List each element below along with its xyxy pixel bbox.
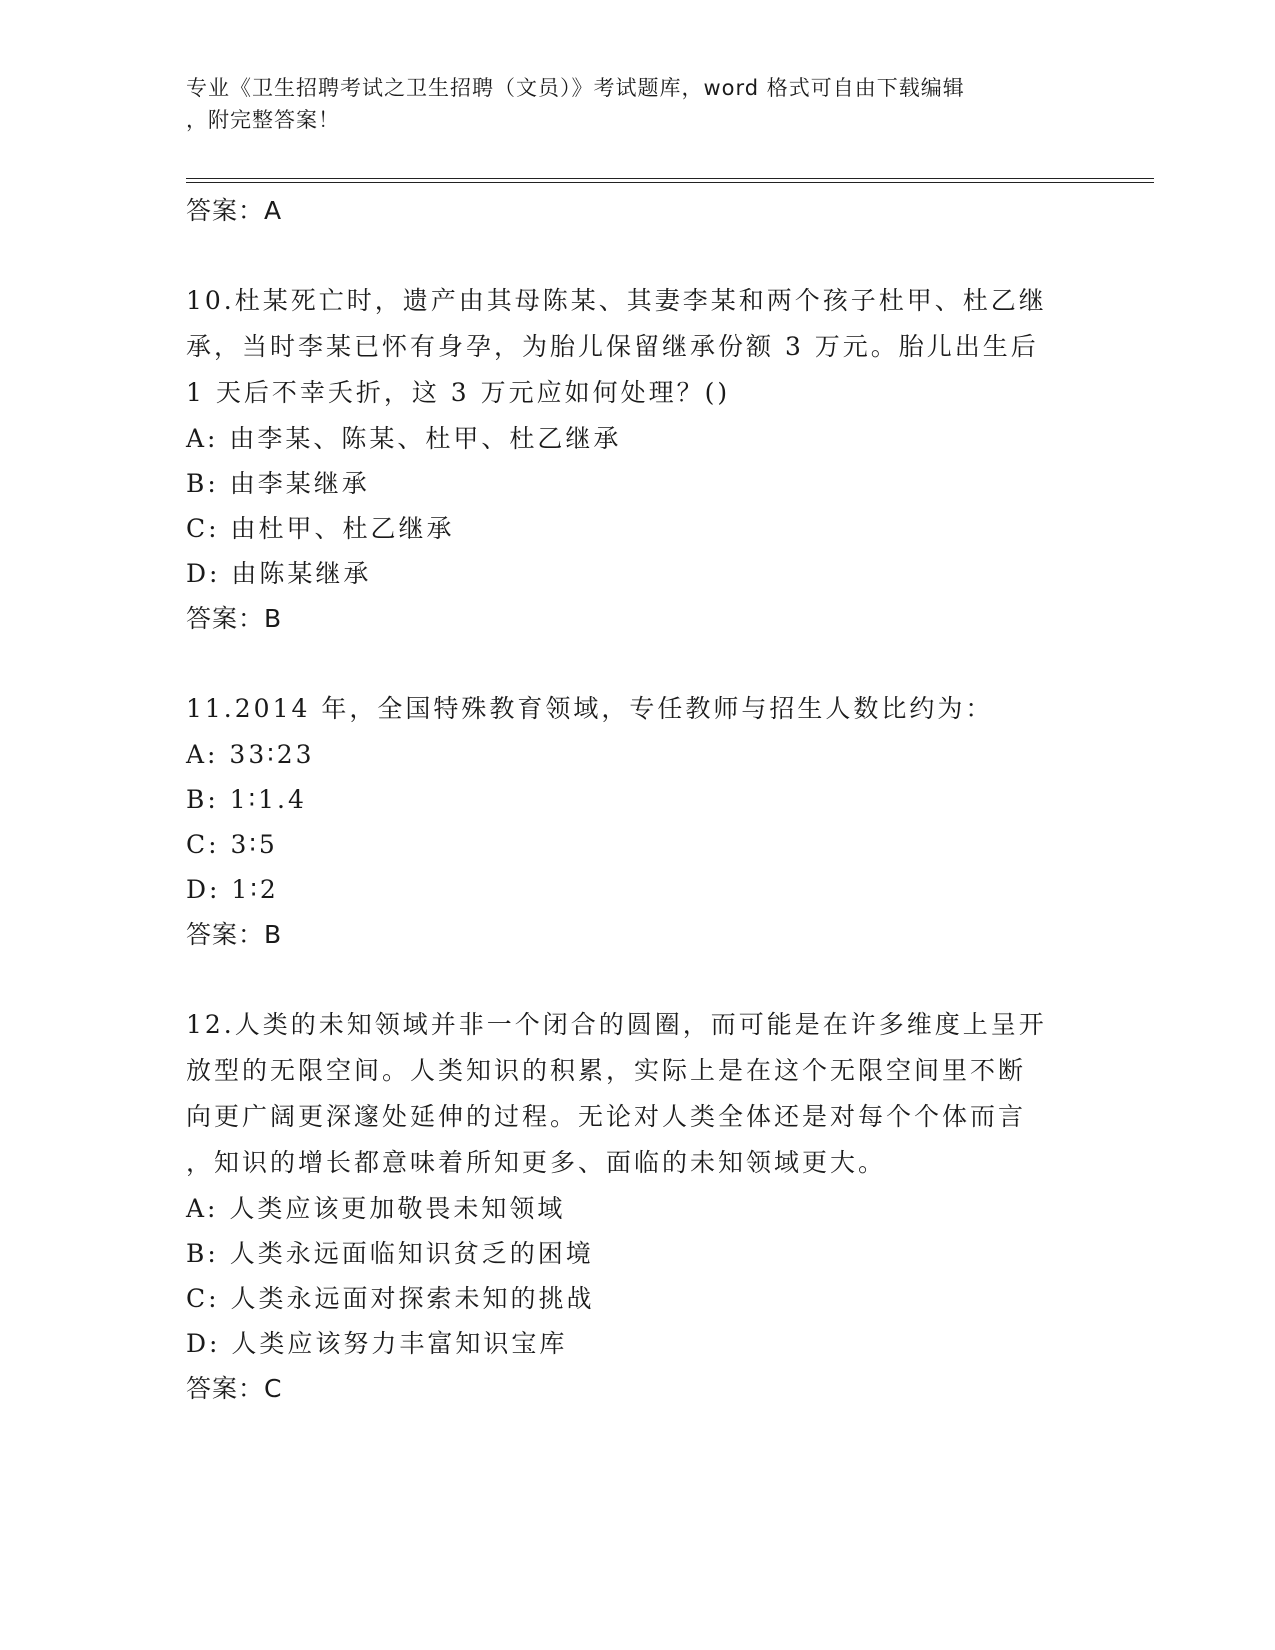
option-c: C: 3∶5 (186, 830, 278, 859)
question-stem-line: 11.2014 年，全国特殊教育领域，专任教师与招生人数比约为： (186, 694, 994, 723)
question-stem-line: 10.杜某死亡时，遗产由其母陈某、其妻李某和两个孩子杜甲、杜乙继 (186, 286, 1047, 315)
question-list (186, 188, 1086, 1411)
question-12 (186, 1002, 1086, 1411)
option-d: D: 人类应该努力丰富知识宝库 (186, 1329, 568, 1358)
header-title-line-1: 专业《卫生招聘考试之卫生招聘（文员）》考试题库，word 格式可自由下载编辑 (186, 76, 965, 100)
option-a: A: 人类应该更加敬畏未知领域 (186, 1194, 566, 1223)
previous-answer: 答案：A (186, 196, 283, 225)
header-divider-top (186, 178, 1154, 179)
question-stem-line: 1 天后不幸夭折，这 3 万元应如何处理？() (186, 378, 731, 407)
option-d: D: 由陈某继承 (186, 559, 372, 588)
option-c: C: 由杜甲、杜乙继承 (186, 514, 455, 543)
spacer (186, 233, 1086, 278)
question-10 (186, 278, 1086, 641)
header-divider-bottom (186, 182, 1154, 183)
spacer (186, 641, 1086, 686)
option-d: D: 1∶2 (186, 875, 279, 904)
header-title-line-2: ，附完整答案！ (186, 108, 340, 132)
document-header (186, 72, 1066, 136)
spacer (186, 957, 1086, 1002)
option-b: B: 1∶1.4 (186, 785, 307, 814)
question-stem-line: 12.人类的未知领域并非一个闭合的圆圈，而可能是在许多维度上呈开 (186, 1010, 1047, 1039)
option-b: B: 人类永远面临知识贫乏的困境 (186, 1239, 594, 1268)
question-stem-line: 向更广阔更深邃处延伸的过程。无论对人类全体还是对每个个体而言 (186, 1102, 1027, 1131)
option-a: A: 33∶23 (186, 740, 315, 769)
answer-label: 答案：B (186, 920, 283, 949)
option-a: A: 由李某、陈某、杜甲、杜乙继承 (186, 424, 622, 453)
option-b: B: 由李某继承 (186, 469, 370, 498)
question-stem-line: 承，当时李某已怀有身孕，为胎儿保留继承份额 3 万元。胎儿出生后 (186, 332, 1039, 361)
question-11 (186, 686, 1086, 957)
question-stem-line: ，知识的增长都意味着所知更多、面临的未知领域更大。 (186, 1148, 887, 1177)
answer-label: 答案：B (186, 604, 283, 633)
option-c: C: 人类永远面对探索未知的挑战 (186, 1284, 595, 1313)
question-stem-line: 放型的无限空间。人类知识的积累，实际上是在这个无限空间里不断 (186, 1056, 1027, 1085)
answer-label: 答案：C (186, 1374, 283, 1403)
